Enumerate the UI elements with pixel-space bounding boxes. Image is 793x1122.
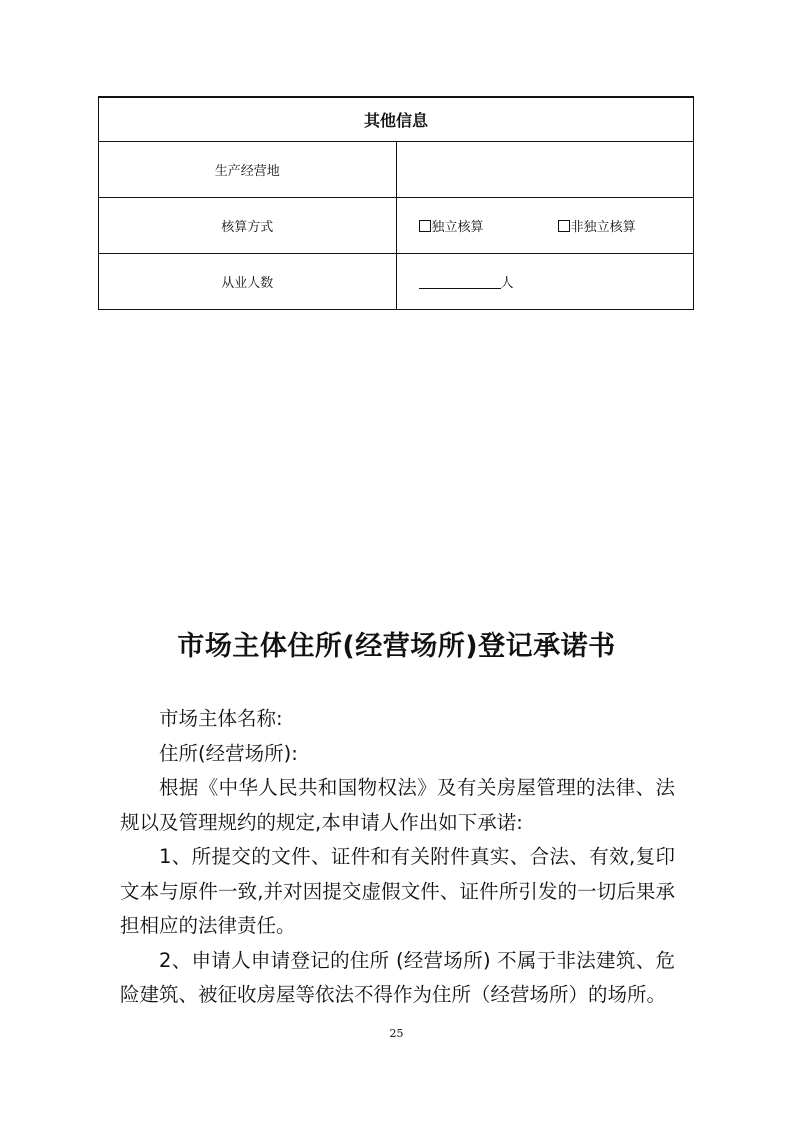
checkbox-icon[interactable]	[419, 220, 431, 232]
document-title: 市场主体住所(经营场所)登记承诺书	[177, 631, 616, 662]
checkbox-icon[interactable]	[558, 220, 570, 232]
option-label: 非独立核算	[570, 220, 636, 235]
employee-count-blank[interactable]	[419, 274, 501, 289]
independent-accounting-option[interactable]	[419, 216, 484, 235]
employee-count-value	[396, 254, 694, 310]
commitment-2: 2、申请人申请登记的住所 (经营场所) 不属于非法建筑、危险建筑、被征收房屋等依法不得作为住所（经营场所）的场所。	[120, 948, 675, 1006]
table-row	[99, 198, 694, 254]
employee-count-unit: 人	[500, 276, 514, 291]
address-line: 住所(经营场所):	[159, 741, 298, 765]
table-row	[99, 142, 694, 198]
production-site-value[interactable]	[396, 142, 694, 198]
page-number: 25	[389, 1027, 404, 1040]
accounting-method-value	[396, 198, 694, 254]
option-label: 独立核算	[431, 220, 484, 235]
entity-name-line: 市场主体名称:	[159, 707, 283, 730]
non-independent-accounting-option[interactable]	[558, 216, 636, 235]
commitment-1: 1、所提交的文件、证件和有关附件真实、合法、有效,复印文本与原件一致,并对因提交虚假文件、证件所引发的一切后果承担相应的法律责任。	[120, 845, 675, 937]
table-row	[99, 254, 694, 310]
other-info-table	[98, 96, 694, 310]
employee-count-label: 从业人数	[99, 254, 397, 310]
production-site-label: 生产经营地	[99, 142, 397, 198]
table-title: 其他信息	[99, 97, 694, 142]
accounting-method-label: 核算方式	[99, 198, 397, 254]
document-body	[120, 702, 675, 1013]
intro-paragraph: 根据《中华人民共和国物权法》及有关房屋管理的法律、法规以及管理规约的规定,本申请人作出如下承诺:	[120, 776, 675, 834]
